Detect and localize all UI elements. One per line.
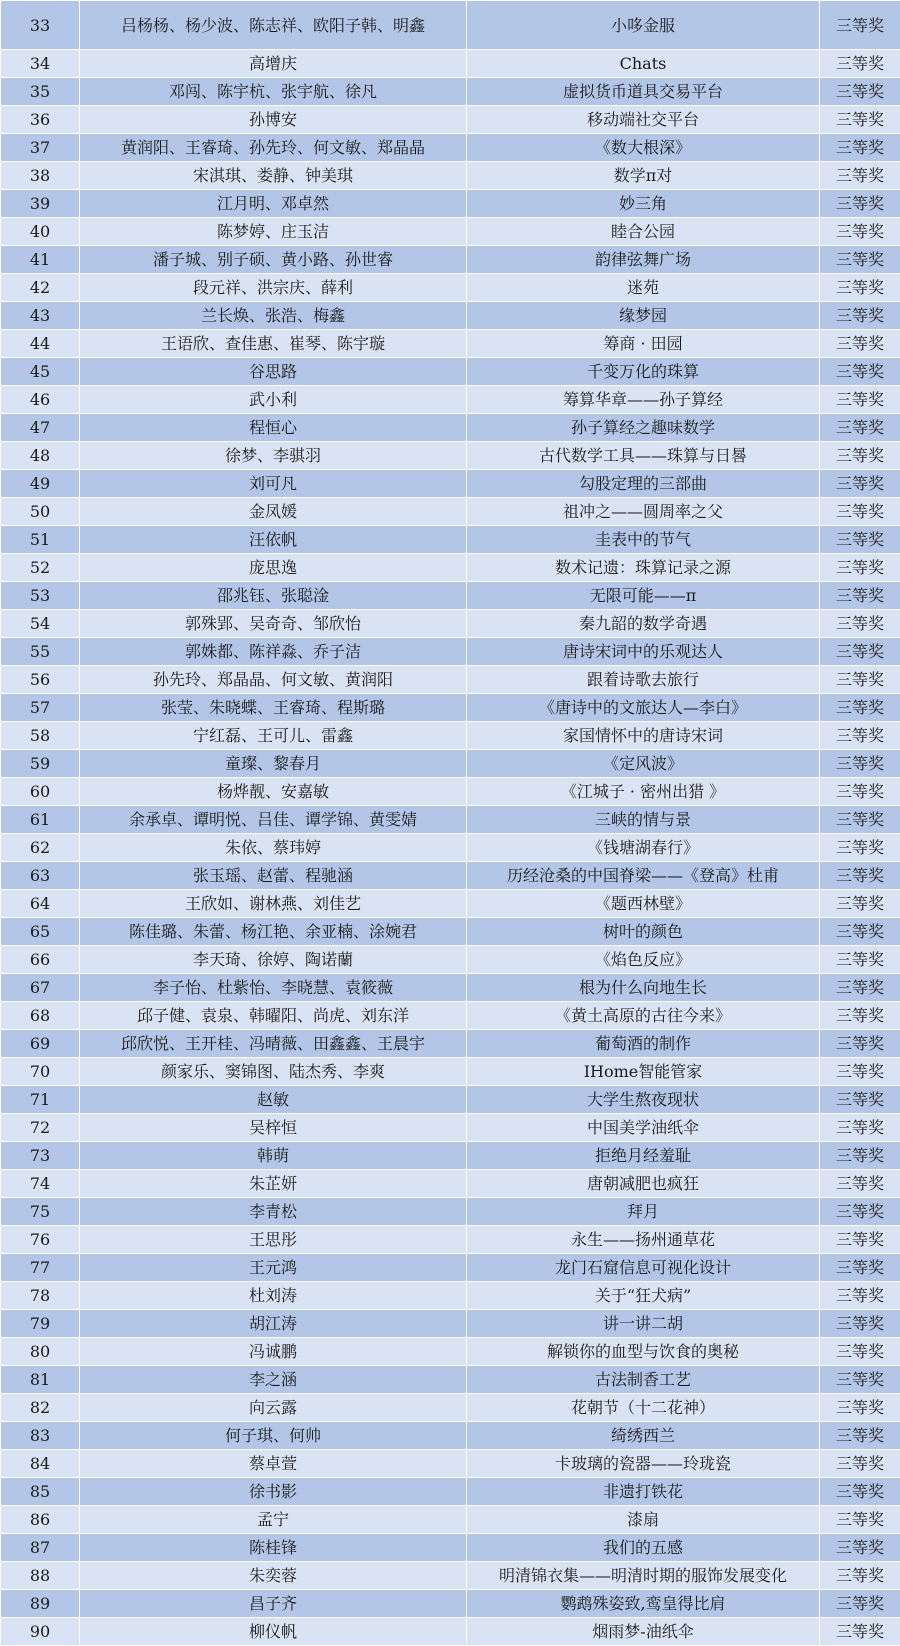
row-number: 69 bbox=[1, 1030, 80, 1058]
team-members: 颜家乐、窦锦图、陆杰秀、李爽 bbox=[80, 1058, 467, 1086]
table-row bbox=[1, 890, 900, 918]
team-members: 朱依、蔡玮婷 bbox=[80, 834, 467, 862]
table-row bbox=[1, 1254, 900, 1282]
team-members: 李之涵 bbox=[80, 1366, 467, 1394]
row-number: 90 bbox=[1, 1618, 80, 1646]
table-row bbox=[1, 386, 900, 414]
table-row bbox=[1, 946, 900, 974]
award-level: 三等奖 bbox=[820, 946, 900, 974]
team-members: 陈佳璐、朱蕾、杨江艳、余亚楠、涂婉君 bbox=[80, 918, 467, 946]
project-title: 《黄土高原的古往今来》 bbox=[467, 1002, 820, 1030]
team-members: 徐梦、李骐羽 bbox=[80, 442, 467, 470]
row-number: 44 bbox=[1, 330, 80, 358]
table-row bbox=[1, 218, 900, 246]
row-number: 43 bbox=[1, 302, 80, 330]
row-number: 66 bbox=[1, 946, 80, 974]
team-members: 冯诚鹏 bbox=[80, 1338, 467, 1366]
award-level: 三等奖 bbox=[820, 974, 900, 1002]
row-number: 55 bbox=[1, 638, 80, 666]
row-number: 51 bbox=[1, 526, 80, 554]
row-number: 34 bbox=[1, 50, 80, 78]
project-title: 中国美学油纸伞 bbox=[467, 1114, 820, 1142]
project-title: 永生——扬州通草花 bbox=[467, 1226, 820, 1254]
table-row bbox=[1, 1310, 900, 1338]
award-level: 三等奖 bbox=[820, 1534, 900, 1562]
table-row bbox=[1, 1226, 900, 1254]
award-level: 三等奖 bbox=[820, 498, 900, 526]
award-level: 三等奖 bbox=[820, 834, 900, 862]
project-title: 《数大根深》 bbox=[467, 134, 820, 162]
table-row bbox=[1, 1030, 900, 1058]
team-members: 兰长焕、张浩、梅鑫 bbox=[80, 302, 467, 330]
team-members: 朱芷妍 bbox=[80, 1170, 467, 1198]
team-members: 宋淇琪、娄静、钟美琪 bbox=[80, 162, 467, 190]
row-number: 84 bbox=[1, 1450, 80, 1478]
team-members: 余承卓、谭明悦、吕佳、谭学锦、黄雯婧 bbox=[80, 806, 467, 834]
row-number: 61 bbox=[1, 806, 80, 834]
project-title: 跟着诗歌去旅行 bbox=[467, 666, 820, 694]
table-row bbox=[1, 1170, 900, 1198]
team-members: 徐书影 bbox=[80, 1478, 467, 1506]
project-title: 三峡的情与景 bbox=[467, 806, 820, 834]
table-row bbox=[1, 134, 900, 162]
row-number: 88 bbox=[1, 1562, 80, 1590]
project-title: 根为什么向地生长 bbox=[467, 974, 820, 1002]
table-row bbox=[1, 834, 900, 862]
table-row bbox=[1, 1282, 900, 1310]
team-members: 张玉瑶、赵蕾、程驰涵 bbox=[80, 862, 467, 890]
project-title: 讲一讲二胡 bbox=[467, 1310, 820, 1338]
team-members: 何子琪、何帅 bbox=[80, 1422, 467, 1450]
award-level: 三等奖 bbox=[820, 806, 900, 834]
row-number: 71 bbox=[1, 1086, 80, 1114]
award-level: 三等奖 bbox=[820, 302, 900, 330]
team-members: 吕杨杨、杨少波、陈志祥、欧阳子韩、明鑫 bbox=[80, 1, 467, 50]
team-members: 金凤媛 bbox=[80, 498, 467, 526]
team-members: 杜刘涛 bbox=[80, 1282, 467, 1310]
row-number: 59 bbox=[1, 750, 80, 778]
team-members: 段元祥、洪宗庆、薛利 bbox=[80, 274, 467, 302]
award-level: 三等奖 bbox=[820, 414, 900, 442]
award-level: 三等奖 bbox=[820, 1450, 900, 1478]
project-title: 千变万化的珠算 bbox=[467, 358, 820, 386]
row-number: 85 bbox=[1, 1478, 80, 1506]
table-row bbox=[1, 1366, 900, 1394]
project-title: 虚拟货币道具交易平台 bbox=[467, 78, 820, 106]
table-row bbox=[1, 1478, 900, 1506]
award-level: 三等奖 bbox=[820, 1562, 900, 1590]
table-row bbox=[1, 106, 900, 134]
award-level: 三等奖 bbox=[820, 190, 900, 218]
project-title: 《钱塘湖春行》 bbox=[467, 834, 820, 862]
award-level: 三等奖 bbox=[820, 1394, 900, 1422]
table-row bbox=[1, 582, 900, 610]
team-members: 陈桂锋 bbox=[80, 1534, 467, 1562]
row-number: 40 bbox=[1, 218, 80, 246]
row-number: 82 bbox=[1, 1394, 80, 1422]
project-title: 古代数学工具——珠算与日晷 bbox=[467, 442, 820, 470]
table-row bbox=[1, 78, 900, 106]
table-row bbox=[1, 554, 900, 582]
project-title: 数术记遗：珠算记录之源 bbox=[467, 554, 820, 582]
table-row bbox=[1, 358, 900, 386]
project-title: 《定风波》 bbox=[467, 750, 820, 778]
row-number: 36 bbox=[1, 106, 80, 134]
team-members: 蔡卓萱 bbox=[80, 1450, 467, 1478]
row-number: 63 bbox=[1, 862, 80, 890]
award-level: 三等奖 bbox=[820, 330, 900, 358]
award-level: 三等奖 bbox=[820, 526, 900, 554]
team-members: 邱子健、袁泉、韩曜阳、尚虎、刘东洋 bbox=[80, 1002, 467, 1030]
team-members: 陈梦婷、庄玉洁 bbox=[80, 218, 467, 246]
table-row bbox=[1, 1394, 900, 1422]
table-row bbox=[1, 862, 900, 890]
award-level: 三等奖 bbox=[820, 442, 900, 470]
team-members: 朱奕蓉 bbox=[80, 1562, 467, 1590]
award-level: 三等奖 bbox=[820, 638, 900, 666]
project-title: 烟雨梦-油纸伞 bbox=[467, 1618, 820, 1646]
award-level: 三等奖 bbox=[820, 554, 900, 582]
table-row bbox=[1, 442, 900, 470]
award-level: 三等奖 bbox=[820, 1282, 900, 1310]
team-members: 郭殊郢、吴奇奇、邹欣怡 bbox=[80, 610, 467, 638]
award-level: 三等奖 bbox=[820, 274, 900, 302]
table-row bbox=[1, 778, 900, 806]
table-row bbox=[1, 414, 900, 442]
award-level: 三等奖 bbox=[820, 694, 900, 722]
table-row bbox=[1, 1338, 900, 1366]
team-members: 张莹、朱晓蝶、王睿琦、程斯璐 bbox=[80, 694, 467, 722]
row-number: 38 bbox=[1, 162, 80, 190]
team-members: 王语欣、查佳惠、崔琴、陈宇璇 bbox=[80, 330, 467, 358]
table-row bbox=[1, 50, 900, 78]
award-level: 三等奖 bbox=[820, 162, 900, 190]
row-number: 45 bbox=[1, 358, 80, 386]
table-row bbox=[1, 918, 900, 946]
team-members: 柳仪帆 bbox=[80, 1618, 467, 1646]
row-number: 57 bbox=[1, 694, 80, 722]
row-number: 75 bbox=[1, 1198, 80, 1226]
award-level: 三等奖 bbox=[820, 358, 900, 386]
team-members: 汪依帆 bbox=[80, 526, 467, 554]
row-number: 33 bbox=[1, 1, 80, 50]
award-level: 三等奖 bbox=[820, 386, 900, 414]
project-title: 树叶的颜色 bbox=[467, 918, 820, 946]
table-row bbox=[1, 1450, 900, 1478]
project-title: 《题西林壁》 bbox=[467, 890, 820, 918]
award-level: 三等奖 bbox=[820, 582, 900, 610]
row-number: 72 bbox=[1, 1114, 80, 1142]
row-number: 70 bbox=[1, 1058, 80, 1086]
row-number: 76 bbox=[1, 1226, 80, 1254]
award-level: 三等奖 bbox=[820, 1366, 900, 1394]
project-title: 鹦鹉殊姿致,鸾皇得比肩 bbox=[467, 1590, 820, 1618]
row-number: 79 bbox=[1, 1310, 80, 1338]
project-title: 我们的五感 bbox=[467, 1534, 820, 1562]
award-level: 三等奖 bbox=[820, 1, 900, 50]
table-row bbox=[1, 526, 900, 554]
table-row bbox=[1, 1002, 900, 1030]
team-members: 孟宁 bbox=[80, 1506, 467, 1534]
award-level: 三等奖 bbox=[820, 750, 900, 778]
row-number: 67 bbox=[1, 974, 80, 1002]
table-row bbox=[1, 1086, 900, 1114]
table-row bbox=[1, 1198, 900, 1226]
project-title: 解锁你的血型与饮食的奥秘 bbox=[467, 1338, 820, 1366]
project-title: 迷苑 bbox=[467, 274, 820, 302]
project-title: 关于“狂犬病” bbox=[467, 1282, 820, 1310]
award-level: 三等奖 bbox=[820, 1254, 900, 1282]
table-row bbox=[1, 162, 900, 190]
table-row bbox=[1, 974, 900, 1002]
team-members: 韩萌 bbox=[80, 1142, 467, 1170]
project-title: Chats bbox=[467, 50, 820, 78]
team-members: 邓闯、陈宇杭、张宇航、徐凡 bbox=[80, 78, 467, 106]
table-row bbox=[1, 666, 900, 694]
row-number: 86 bbox=[1, 1506, 80, 1534]
award-level: 三等奖 bbox=[820, 106, 900, 134]
table-row bbox=[1, 274, 900, 302]
row-number: 54 bbox=[1, 610, 80, 638]
award-level: 三等奖 bbox=[820, 918, 900, 946]
project-title: 圭表中的节气 bbox=[467, 526, 820, 554]
project-title: 睦合公园 bbox=[467, 218, 820, 246]
project-title: 大学生熬夜现状 bbox=[467, 1086, 820, 1114]
project-title: 拒绝月经羞耻 bbox=[467, 1142, 820, 1170]
row-number: 52 bbox=[1, 554, 80, 582]
award-level: 三等奖 bbox=[820, 778, 900, 806]
table-row bbox=[1, 1506, 900, 1534]
row-number: 73 bbox=[1, 1142, 80, 1170]
award-level: 三等奖 bbox=[820, 862, 900, 890]
award-level: 三等奖 bbox=[820, 1310, 900, 1338]
team-members: 庞思逸 bbox=[80, 554, 467, 582]
table-row bbox=[1, 330, 900, 358]
team-members: 王欣如、谢林燕、刘佳艺 bbox=[80, 890, 467, 918]
table-row bbox=[1, 1618, 900, 1646]
project-title: 筹商 · 田园 bbox=[467, 330, 820, 358]
table-row bbox=[1, 694, 900, 722]
project-title: 缘梦园 bbox=[467, 302, 820, 330]
project-title: 妙三角 bbox=[467, 190, 820, 218]
team-members: 谷思路 bbox=[80, 358, 467, 386]
team-members: 武小利 bbox=[80, 386, 467, 414]
row-number: 48 bbox=[1, 442, 80, 470]
team-members: 潘子城、别子硕、黄小路、孙世睿 bbox=[80, 246, 467, 274]
project-title: 明清锦衣集——明清时期的服饰发展变化 bbox=[467, 1562, 820, 1590]
row-number: 83 bbox=[1, 1422, 80, 1450]
award-level: 三等奖 bbox=[820, 666, 900, 694]
project-title: 古法制香工艺 bbox=[467, 1366, 820, 1394]
project-title: 孙子算经之趣味数学 bbox=[467, 414, 820, 442]
row-number: 49 bbox=[1, 470, 80, 498]
award-level: 三等奖 bbox=[820, 1338, 900, 1366]
table-row bbox=[1, 1534, 900, 1562]
project-title: 《江城子 · 密州出猎 》 bbox=[467, 778, 820, 806]
row-number: 60 bbox=[1, 778, 80, 806]
project-title: 移动端社交平台 bbox=[467, 106, 820, 134]
row-number: 89 bbox=[1, 1590, 80, 1618]
award-level: 三等奖 bbox=[820, 1142, 900, 1170]
team-members: 吴梓恒 bbox=[80, 1114, 467, 1142]
row-number: 62 bbox=[1, 834, 80, 862]
project-title: 家国情怀中的唐诗宋词 bbox=[467, 722, 820, 750]
team-members: 高增庆 bbox=[80, 50, 467, 78]
award-level: 三等奖 bbox=[820, 470, 900, 498]
project-title: 无限可能——π bbox=[467, 582, 820, 610]
team-members: 杨烨靓、安嘉敏 bbox=[80, 778, 467, 806]
project-title: 非遗打铁花 bbox=[467, 1478, 820, 1506]
table-row bbox=[1, 722, 900, 750]
project-title: 绮绣西兰 bbox=[467, 1422, 820, 1450]
award-level: 三等奖 bbox=[820, 1226, 900, 1254]
table-row bbox=[1, 610, 900, 638]
award-level: 三等奖 bbox=[820, 218, 900, 246]
team-members: 孙博安 bbox=[80, 106, 467, 134]
award-level: 三等奖 bbox=[820, 1086, 900, 1114]
table-row bbox=[1, 1590, 900, 1618]
award-level: 三等奖 bbox=[820, 890, 900, 918]
project-title: 拜月 bbox=[467, 1198, 820, 1226]
row-number: 81 bbox=[1, 1366, 80, 1394]
table-row bbox=[1, 1142, 900, 1170]
team-members: 黄润阳、王睿琦、孙先玲、何文敏、郑晶晶 bbox=[80, 134, 467, 162]
row-number: 42 bbox=[1, 274, 80, 302]
table-row bbox=[1, 638, 900, 666]
project-title: 卡玻璃的瓷器——玲珑瓷 bbox=[467, 1450, 820, 1478]
team-members: 李青松 bbox=[80, 1198, 467, 1226]
row-number: 37 bbox=[1, 134, 80, 162]
table-row bbox=[1, 1114, 900, 1142]
row-number: 58 bbox=[1, 722, 80, 750]
project-title: 龙门石窟信息可视化设计 bbox=[467, 1254, 820, 1282]
team-members: 刘可凡 bbox=[80, 470, 467, 498]
project-title: 秦九韶的数学奇遇 bbox=[467, 610, 820, 638]
row-number: 46 bbox=[1, 386, 80, 414]
award-level: 三等奖 bbox=[820, 78, 900, 106]
team-members: 童璨、黎春月 bbox=[80, 750, 467, 778]
team-members: 向云露 bbox=[80, 1394, 467, 1422]
team-members: 王元鸿 bbox=[80, 1254, 467, 1282]
awards-table-body bbox=[1, 1, 900, 1646]
award-level: 三等奖 bbox=[820, 1478, 900, 1506]
row-number: 39 bbox=[1, 190, 80, 218]
team-members: 胡江涛 bbox=[80, 1310, 467, 1338]
team-members: 程恒心 bbox=[80, 414, 467, 442]
row-number: 80 bbox=[1, 1338, 80, 1366]
team-members: 王思彤 bbox=[80, 1226, 467, 1254]
project-title: 筹算华章——孙子算经 bbox=[467, 386, 820, 414]
project-title: 唐诗宋词中的乐观达人 bbox=[467, 638, 820, 666]
row-number: 35 bbox=[1, 78, 80, 106]
row-number: 56 bbox=[1, 666, 80, 694]
award-level: 三等奖 bbox=[820, 1030, 900, 1058]
row-number: 64 bbox=[1, 890, 80, 918]
project-title: 漆扇 bbox=[467, 1506, 820, 1534]
award-level: 三等奖 bbox=[820, 1506, 900, 1534]
row-number: 53 bbox=[1, 582, 80, 610]
table-row bbox=[1, 1058, 900, 1086]
row-number: 65 bbox=[1, 918, 80, 946]
project-title: 祖冲之——圆周率之父 bbox=[467, 498, 820, 526]
team-members: 赵敏 bbox=[80, 1086, 467, 1114]
row-number: 68 bbox=[1, 1002, 80, 1030]
row-number: 41 bbox=[1, 246, 80, 274]
team-members: 邱欣悦、王开桂、冯晴薇、田鑫鑫、王晨宇 bbox=[80, 1030, 467, 1058]
award-level: 三等奖 bbox=[820, 722, 900, 750]
row-number: 77 bbox=[1, 1254, 80, 1282]
project-title: 唐朝减肥也疯狂 bbox=[467, 1170, 820, 1198]
award-level: 三等奖 bbox=[820, 1170, 900, 1198]
table-row bbox=[1, 750, 900, 778]
team-members: 孙先玲、郑晶晶、何文敏、黄润阳 bbox=[80, 666, 467, 694]
project-title: IHome智能管家 bbox=[467, 1058, 820, 1086]
team-members: 郭姝都、陈祥淼、乔子洁 bbox=[80, 638, 467, 666]
row-number: 87 bbox=[1, 1534, 80, 1562]
award-level: 三等奖 bbox=[820, 1058, 900, 1086]
project-title: 《焰色反应》 bbox=[467, 946, 820, 974]
project-title: 历经沧桑的中国脊梁——《登高》杜甫 bbox=[467, 862, 820, 890]
table-row bbox=[1, 246, 900, 274]
table-row bbox=[1, 498, 900, 526]
table-row bbox=[1, 1422, 900, 1450]
table-row bbox=[1, 1, 900, 50]
row-number: 50 bbox=[1, 498, 80, 526]
award-level: 三等奖 bbox=[820, 134, 900, 162]
team-members: 李子怡、杜紫怡、李晓慧、袁筱薇 bbox=[80, 974, 467, 1002]
team-members: 昌子齐 bbox=[80, 1590, 467, 1618]
row-number: 78 bbox=[1, 1282, 80, 1310]
award-level: 三等奖 bbox=[820, 246, 900, 274]
team-members: 江月明、邓卓然 bbox=[80, 190, 467, 218]
award-level: 三等奖 bbox=[820, 1590, 900, 1618]
project-title: 勾股定理的三部曲 bbox=[467, 470, 820, 498]
award-level: 三等奖 bbox=[820, 1422, 900, 1450]
table-row bbox=[1, 302, 900, 330]
project-title: 花朝节（十二花神） bbox=[467, 1394, 820, 1422]
project-title: 数学π对 bbox=[467, 162, 820, 190]
table-row bbox=[1, 190, 900, 218]
project-title: 葡萄酒的制作 bbox=[467, 1030, 820, 1058]
team-members: 李天琦、徐婷、陶诺蘭 bbox=[80, 946, 467, 974]
table-row bbox=[1, 470, 900, 498]
award-level: 三等奖 bbox=[820, 610, 900, 638]
award-level: 三等奖 bbox=[820, 1114, 900, 1142]
team-members: 邵兆钰、张聪淦 bbox=[80, 582, 467, 610]
award-level: 三等奖 bbox=[820, 1198, 900, 1226]
project-title: 《唐诗中的文旅达人—李白》 bbox=[467, 694, 820, 722]
row-number: 74 bbox=[1, 1170, 80, 1198]
project-title: 小哆金服 bbox=[467, 1, 820, 50]
award-level: 三等奖 bbox=[820, 1618, 900, 1646]
row-number: 47 bbox=[1, 414, 80, 442]
award-level: 三等奖 bbox=[820, 50, 900, 78]
award-level: 三等奖 bbox=[820, 1002, 900, 1030]
table-row bbox=[1, 1562, 900, 1590]
table-row bbox=[1, 806, 900, 834]
project-title: 韵律弦舞广场 bbox=[467, 246, 820, 274]
team-members: 宁红磊、王可儿、雷鑫 bbox=[80, 722, 467, 750]
